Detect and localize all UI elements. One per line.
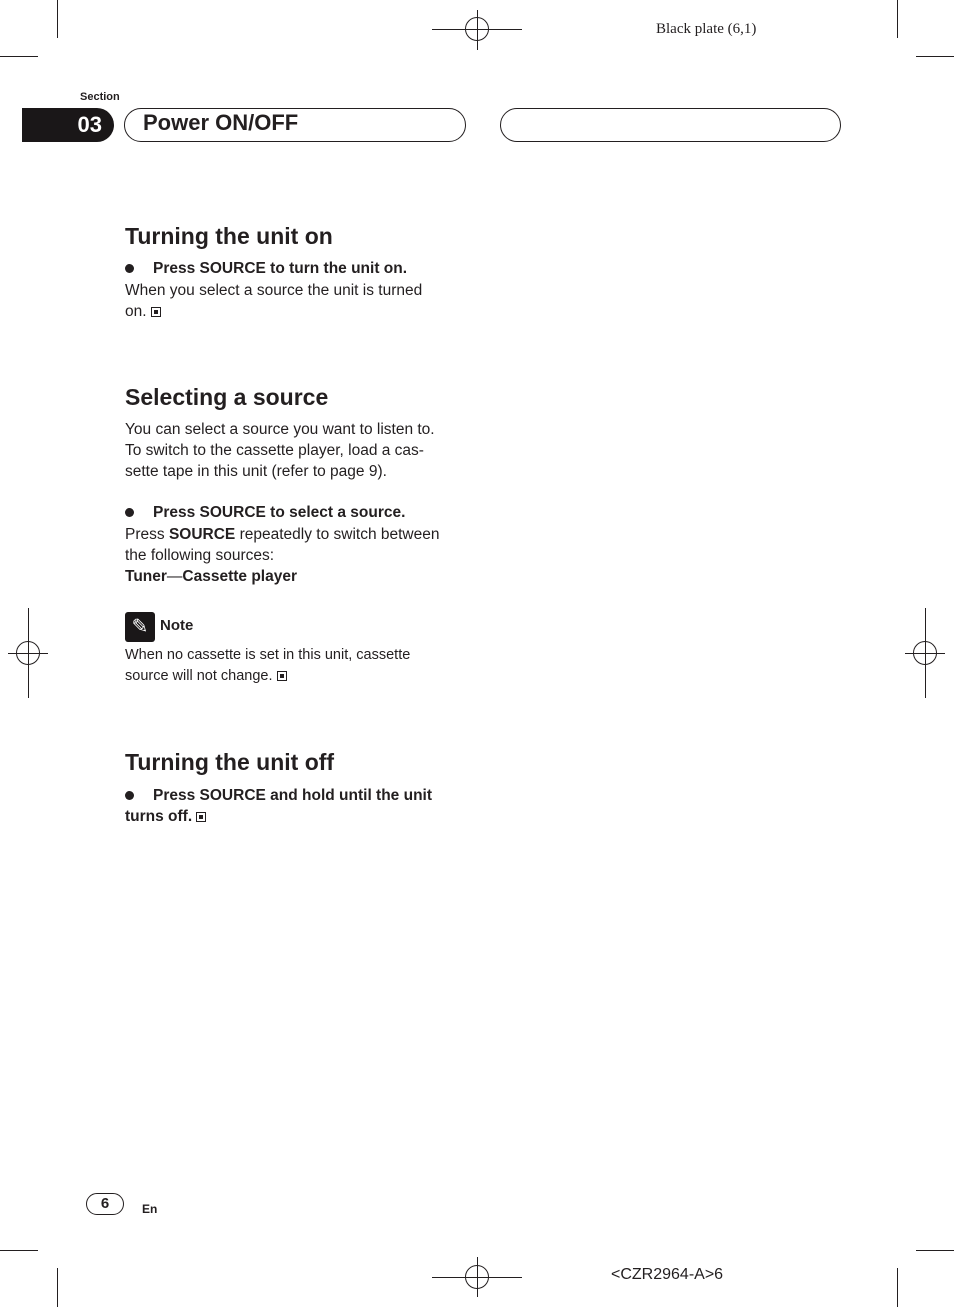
bullet-icon (125, 508, 134, 517)
document-code: <CZR2964-A>6 (611, 1266, 724, 1283)
bullet-icon (125, 264, 134, 273)
crop-mark (0, 1250, 38, 1251)
source-tuner: Tuner (125, 568, 167, 585)
select-source-body: Press SOURCE repeatedly to switch between the following sources: Tuner—Cassette player (125, 526, 440, 585)
chapter-title: Power ON/OFF (143, 110, 299, 135)
language-code: En (142, 1202, 158, 1216)
crop-mark (916, 56, 954, 57)
heading-selecting-source: Selecting a source (125, 384, 329, 410)
heading-turning-on: Turning the unit on (125, 223, 333, 249)
end-of-section-icon (151, 307, 161, 317)
source-cassette: Cassette player (182, 568, 297, 585)
pencil-icon: ✎ (125, 612, 155, 642)
step-select-source: Press SOURCE to select a source. (153, 504, 406, 521)
section-number-badge: 03 (22, 108, 114, 142)
plate-label: Black plate (6,1) (656, 21, 757, 37)
crop-mark (57, 1268, 58, 1307)
selecting-source-intro: You can select a source you want to listen to. To switch to the cassette player, load a cas- sette tape in this unit (refer to page 9). (125, 421, 435, 480)
end-of-section-icon (196, 812, 206, 822)
note-label: Note (160, 617, 194, 634)
step-turn-on: Press SOURCE to turn the unit on. (153, 260, 408, 277)
crop-mark (916, 1250, 954, 1251)
crop-mark (57, 0, 58, 38)
page-number: 6 (86, 1193, 124, 1215)
crop-mark (897, 1268, 898, 1307)
section-label: Section (80, 91, 120, 103)
heading-turning-off: Turning the unit off (125, 749, 335, 775)
step-turn-off: Press SOURCE and hold until the unit turns off. (125, 787, 433, 825)
turn-on-body: When you select a source the unit is turned on. (125, 282, 423, 320)
crop-mark (897, 0, 898, 38)
end-of-section-icon (277, 671, 287, 681)
crop-mark (0, 56, 38, 57)
empty-header-frame (500, 108, 841, 142)
note-body: When no cassette is set in this unit, cassette source will not change. (125, 647, 411, 684)
